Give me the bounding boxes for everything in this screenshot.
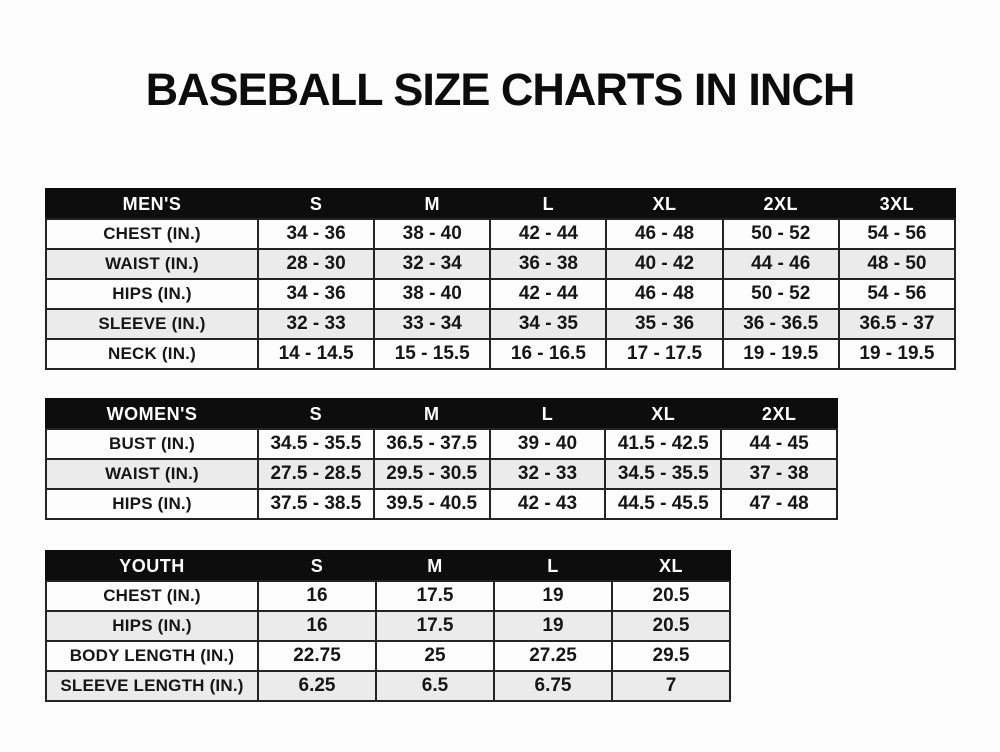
row-label: CHEST (IN.) [46, 581, 258, 611]
size-value-cell: 42 - 44 [490, 279, 606, 309]
size-value-cell: 40 - 42 [606, 249, 722, 279]
table-row [46, 641, 730, 671]
header-row [46, 189, 955, 219]
size-column-header: L [494, 551, 612, 581]
size-column-header: 2XL [723, 189, 839, 219]
table-row [46, 249, 955, 279]
size-value-cell: 37 - 38 [721, 459, 837, 489]
size-column-header: 3XL [839, 189, 955, 219]
size-value-cell: 46 - 48 [606, 279, 722, 309]
row-label: BUST (IN.) [46, 429, 258, 459]
size-column-header: S [258, 399, 374, 429]
size-value-cell: 19 [494, 581, 612, 611]
table-row [46, 459, 837, 489]
row-label: NECK (IN.) [46, 339, 258, 369]
size-value-cell: 39 - 40 [490, 429, 606, 459]
table-row [46, 671, 730, 701]
size-value-cell: 37.5 - 38.5 [258, 489, 374, 519]
table-row [46, 279, 955, 309]
size-value-cell: 16 [258, 611, 376, 641]
page-title: BASEBALL SIZE CHARTS IN INCH [145, 64, 855, 115]
table-row [46, 339, 955, 369]
size-table [45, 398, 838, 520]
size-table [45, 188, 956, 370]
size-value-cell: 36 - 38 [490, 249, 606, 279]
size-value-cell: 34.5 - 35.5 [258, 429, 374, 459]
row-label: SLEEVE (IN.) [46, 309, 258, 339]
size-value-cell: 47 - 48 [721, 489, 837, 519]
size-value-cell: 19 - 19.5 [723, 339, 839, 369]
row-label: SLEEVE LENGTH (IN.) [46, 671, 258, 701]
size-value-cell: 25 [376, 641, 494, 671]
size-value-cell: 46 - 48 [606, 219, 722, 249]
size-table [45, 550, 731, 702]
size-column-header: XL [606, 189, 722, 219]
size-column-header: XL [605, 399, 721, 429]
size-value-cell: 44 - 45 [721, 429, 837, 459]
size-value-cell: 16 [258, 581, 376, 611]
size-value-cell: 42 - 43 [490, 489, 606, 519]
row-label: CHEST (IN.) [46, 219, 258, 249]
size-value-cell: 6.25 [258, 671, 376, 701]
size-value-cell: 48 - 50 [839, 249, 955, 279]
size-column-header: M [374, 189, 490, 219]
size-value-cell: 54 - 56 [839, 279, 955, 309]
row-label: WAIST (IN.) [46, 459, 258, 489]
size-value-cell: 19 - 19.5 [839, 339, 955, 369]
size-value-cell: 42 - 44 [490, 219, 606, 249]
table-title-cell: MEN'S [46, 189, 258, 219]
size-value-cell: 20.5 [612, 581, 730, 611]
size-value-cell: 27.5 - 28.5 [258, 459, 374, 489]
size-value-cell: 16 - 16.5 [490, 339, 606, 369]
size-value-cell: 38 - 40 [374, 219, 490, 249]
size-value-cell: 34.5 - 35.5 [605, 459, 721, 489]
size-value-cell: 36.5 - 37.5 [374, 429, 490, 459]
size-column-header: M [374, 399, 490, 429]
table-row [46, 429, 837, 459]
size-column-header: L [490, 399, 606, 429]
mens-size-table-section [45, 188, 1000, 370]
size-value-cell: 19 [494, 611, 612, 641]
row-label: HIPS (IN.) [46, 279, 258, 309]
size-value-cell: 36 - 36.5 [723, 309, 839, 339]
row-label: HIPS (IN.) [46, 489, 258, 519]
youth-size-table-section [45, 550, 1000, 702]
header-row [46, 551, 730, 581]
table-title-cell: WOMEN'S [46, 399, 258, 429]
table-row [46, 581, 730, 611]
size-value-cell: 50 - 52 [723, 279, 839, 309]
size-value-cell: 50 - 52 [723, 219, 839, 249]
size-value-cell: 28 - 30 [258, 249, 374, 279]
size-value-cell: 34 - 36 [258, 279, 374, 309]
size-value-cell: 35 - 36 [606, 309, 722, 339]
size-value-cell: 54 - 56 [839, 219, 955, 249]
size-value-cell: 32 - 33 [258, 309, 374, 339]
size-value-cell: 17.5 [376, 611, 494, 641]
size-column-header: S [258, 189, 374, 219]
size-value-cell: 39.5 - 40.5 [374, 489, 490, 519]
size-value-cell: 27.25 [494, 641, 612, 671]
table-row [46, 309, 955, 339]
size-value-cell: 34 - 35 [490, 309, 606, 339]
size-value-cell: 32 - 33 [490, 459, 606, 489]
size-column-header: L [490, 189, 606, 219]
size-value-cell: 29.5 [612, 641, 730, 671]
size-value-cell: 7 [612, 671, 730, 701]
size-value-cell: 32 - 34 [374, 249, 490, 279]
size-value-cell: 36.5 - 37 [839, 309, 955, 339]
size-value-cell: 44 - 46 [723, 249, 839, 279]
size-value-cell: 34 - 36 [258, 219, 374, 249]
size-value-cell: 38 - 40 [374, 279, 490, 309]
table-row [46, 611, 730, 641]
row-label: HIPS (IN.) [46, 611, 258, 641]
size-value-cell: 14 - 14.5 [258, 339, 374, 369]
table-title-cell: YOUTH [46, 551, 258, 581]
size-value-cell: 41.5 - 42.5 [605, 429, 721, 459]
size-column-header: M [376, 551, 494, 581]
row-label: BODY LENGTH (IN.) [46, 641, 258, 671]
header-row [46, 399, 837, 429]
womens-size-table-section [45, 398, 1000, 520]
tables-container [45, 188, 1000, 702]
size-value-cell: 15 - 15.5 [374, 339, 490, 369]
table-row [46, 219, 955, 249]
size-value-cell: 44.5 - 45.5 [605, 489, 721, 519]
size-value-cell: 20.5 [612, 611, 730, 641]
size-value-cell: 22.75 [258, 641, 376, 671]
size-value-cell: 6.5 [376, 671, 494, 701]
size-value-cell: 17 - 17.5 [606, 339, 722, 369]
size-column-header: 2XL [721, 399, 837, 429]
size-value-cell: 17.5 [376, 581, 494, 611]
size-column-header: S [258, 551, 376, 581]
size-value-cell: 29.5 - 30.5 [374, 459, 490, 489]
size-column-header: XL [612, 551, 730, 581]
size-value-cell: 33 - 34 [374, 309, 490, 339]
row-label: WAIST (IN.) [46, 249, 258, 279]
size-value-cell: 6.75 [494, 671, 612, 701]
table-row [46, 489, 837, 519]
